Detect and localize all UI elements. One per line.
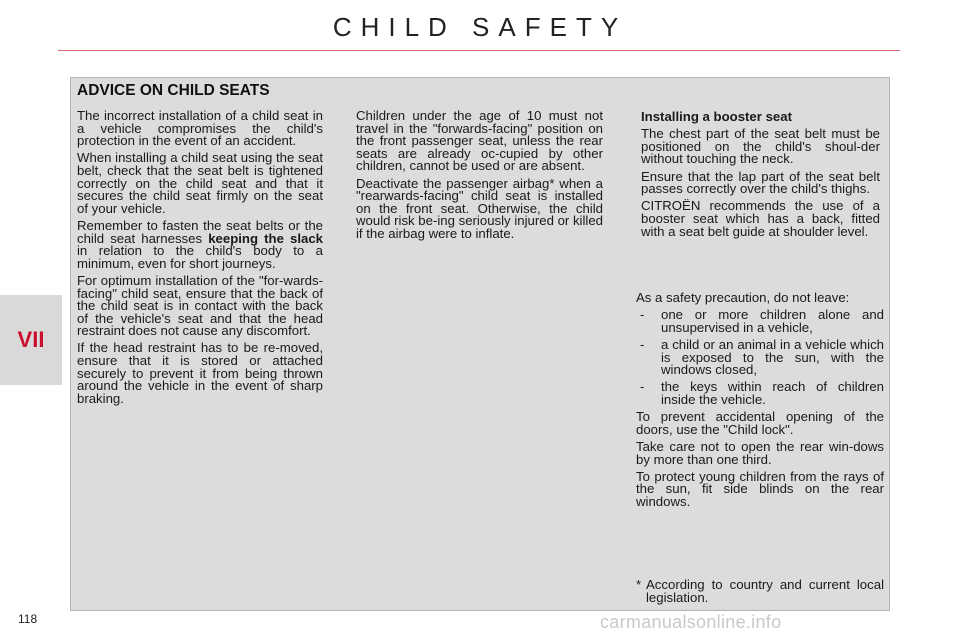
footnote <box>636 578 884 604</box>
paragraph: Deactivate the passenger airbag* when a "rearwards-facing" child seat is installed on the front seat. Otherwise, the child would risk be-ing seriously injured or killed if the airbag were to inflate. <box>356 175 604 241</box>
paragraph <box>77 217 323 271</box>
paragraph: When installing a child seat using the seat belt, check that the seat belt is tightened correctly on the child seat and that it secures the child seat firmly on the seat of your vehicle. <box>77 150 323 216</box>
chapter-tab-label: VII <box>17 327 45 352</box>
paragraph: Take care not to open the rear win-dows by more than one third. <box>636 438 884 467</box>
emphasis-text: keeping the slack <box>208 230 323 246</box>
paragraph: For optimum installation of the "for-wards-facing" child seat, ensure that the back of the child seat is in contact with the back of the vehicle's seat and that the head restraint does not cause any discomfort. <box>77 272 323 339</box>
text-run: in relation to the child's body to a minimum, even for short journeys. <box>77 243 323 271</box>
precaution-list <box>636 309 884 406</box>
page-number: 118 <box>18 612 38 626</box>
paragraph: Ensure that the lap part of the seat belt passes correctly over the child's thighs. <box>641 168 880 197</box>
list-item <box>636 381 884 406</box>
list-item-text: the keys within reach of children inside the vehicle. <box>661 379 884 407</box>
dash-bullet: - <box>640 307 645 323</box>
list-item <box>636 309 884 334</box>
paragraph: If the head restraint has to be re-moved, ensure that it is stored or attached securely to prevent it from being thrown around the vehicle in the event of sharp braking. <box>77 340 323 406</box>
watermark: carmanualsonline.info <box>600 612 782 632</box>
list-item-text: a child or an animal in a vehicle which is exposed to the sun, with the windows closed, <box>661 336 884 378</box>
page-title: CHILD SAFETY <box>332 12 628 42</box>
paragraph: The chest part of the seat belt must be positioned on the child's shoul-der without touching the neck. <box>641 126 880 167</box>
paragraph: To prevent accidental opening of the doors, use the "Child lock". <box>636 409 884 437</box>
title-divider <box>58 50 900 51</box>
paragraph: Children under the age of 10 must not travel in the "forwards-facing" position on the front passenger seat, unless the rear seats are already oc-cupied by other children, cannot be used or are absent. <box>356 108 603 174</box>
dash-bullet: - <box>640 336 645 352</box>
chapter-tab[interactable] <box>0 295 62 385</box>
section-heading: ADVICE ON CHILD SEATS <box>77 82 270 99</box>
text-run: Remember to fasten the seat belts or the child seat harnesses <box>77 217 323 246</box>
footnote-marker: * <box>636 577 642 592</box>
paragraph: The incorrect installation of a child seat in a vehicle compromises the child's protection in the event of an accident. <box>77 108 323 149</box>
dash-bullet: - <box>640 379 645 395</box>
paragraph: CITROËN recommends the use of a booster seat which has a back, fitted with a seat belt guide at shoulder level. <box>641 198 880 239</box>
list-item-text: one or more children alone and unsupervised in a vehicle, <box>661 307 884 335</box>
precaution-section <box>636 292 884 513</box>
column-left <box>77 110 323 410</box>
column-middle <box>356 110 603 245</box>
paragraph: To protect young children from the rays of the sun, fit side blinds on the rear windows. <box>636 468 884 509</box>
booster-heading: Installing a booster seat <box>641 109 792 124</box>
footnote-text: According to country and current local legislation. <box>646 577 884 605</box>
precaution-intro: As a safety precaution, do not leave: <box>636 290 850 305</box>
booster-seat-section <box>641 111 880 243</box>
list-item <box>636 336 884 378</box>
